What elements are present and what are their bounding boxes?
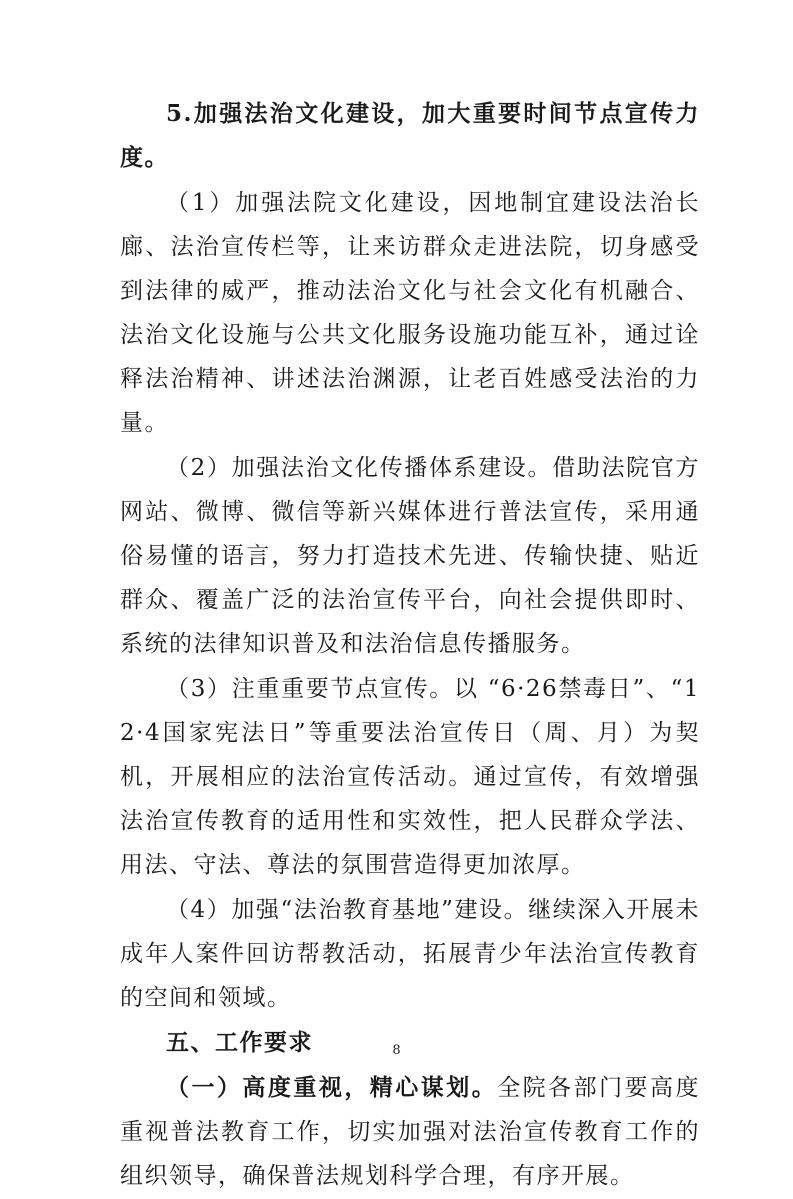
requirement-1-text: 全院各部门要高度重视普法教育工作，切实加强对法治宣传教育工作的组织领导，确保普法规划科学合理，有序开展。 (120, 1075, 701, 1189)
section-five-heading: 五、工作要求 (166, 1029, 313, 1056)
paragraph-item-3: （3）注重重要节点宣传。以 “6·26禁毒日”、“12·4国家宪法日”等重要法治宣传日（周、月）为契机，开展相应的法治宣传活动。通过宣传，有效增强法治宣传教育的适用性和实效性，把人民群众学法、用法、守法、尊法的氛围营造得更加浓厚。 (120, 676, 700, 878)
section-5-heading: 5.加强法治文化建设，加大重要时间节点宣传力度。 (120, 100, 700, 171)
document-body (120, 92, 700, 1199)
page-number: 8 (392, 1043, 401, 1058)
paragraph-requirement-1 (120, 1066, 700, 1198)
requirement-1-title: （一）高度重视，精心谋划。 (166, 1074, 498, 1101)
paragraph-item-1: （1）加强法院文化建设，因地制宜建设法治长廊、法治宣传栏等，让来访群众走进法院，切身感受到法律的威严，推动法治文化与社会文化有机融合、法治文化设施与公共文化服务设施功能互补，通过诠释法治精神、讲述法治渊源，让老百姓感受法治的力量。 (120, 190, 700, 436)
paragraph-item-2: （2）加强法治文化传播体系建设。借助法院官方网站、微博、微信等新兴媒体进行普法宣传，采用通俗易懂的语言，努力打造技术先进、传输快捷、贴近群众、覆盖广泛的法治宣传平台，向社会提供即时、系统的法律知识普及和法治信息传播服务。 (120, 455, 700, 657)
paragraph-item-4: （4）加强“法治教育基地”建设。继续深入开展未成年人案件回访帮教活动，拓展青少年法治宣传教育的空间和领域。 (120, 897, 700, 1011)
